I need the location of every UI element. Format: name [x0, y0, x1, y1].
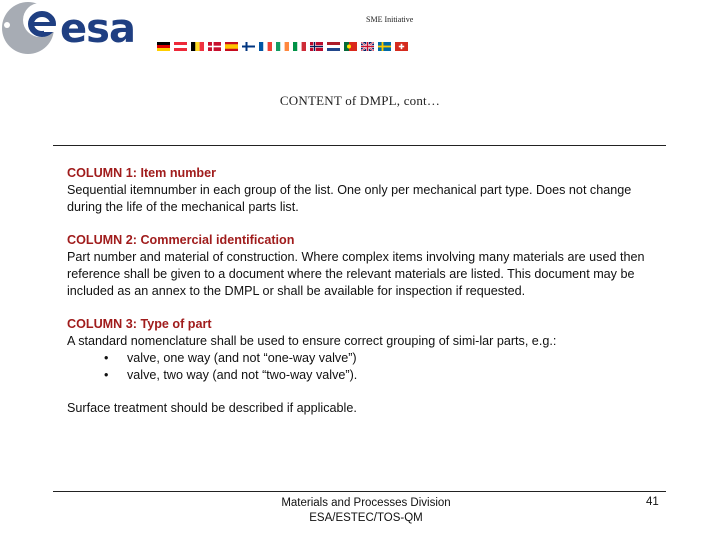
- flag-uk-icon: [361, 42, 374, 51]
- flag-belgium-icon: [191, 42, 204, 51]
- esa-logo: [0, 0, 160, 56]
- flag-sweden-icon: [378, 42, 391, 51]
- flag-strip: [157, 42, 408, 51]
- section-column-1: [67, 165, 659, 216]
- section-text: Part number and material of construction. Where complex items involving many materials are used then reference shall be given to a document where the relevant materials are listed. This document may be included as an annex to the DMPL or shall be available for inspection if requested.: [67, 250, 645, 298]
- section-heading: COLUMN 3: Type of part: [67, 317, 212, 331]
- bullet-item: [67, 350, 659, 367]
- initiative-label: SME Initiative: [366, 15, 414, 24]
- bottom-divider: [53, 491, 666, 492]
- section-column-2: [67, 232, 659, 300]
- flag-finland-icon: [242, 42, 255, 51]
- section-heading: COLUMN 2: Commercial identification: [67, 233, 295, 247]
- page-number: 41: [646, 496, 659, 508]
- section-column-3: [67, 316, 659, 384]
- flag-norway-icon: [310, 42, 323, 51]
- bullet-text: valve, two way (and not “two-way valve”).: [127, 368, 358, 382]
- bullet-item: [67, 367, 659, 384]
- section-text: A standard nomenclature shall be used to ensure correct grouping of simi-lar parts, e.g.:: [67, 334, 557, 348]
- flag-ireland-icon: [276, 42, 289, 51]
- footer-department: ESA/ESTEC/TOS-QM: [309, 512, 423, 524]
- top-divider: [53, 145, 666, 146]
- slide-body: [67, 165, 659, 433]
- section-heading: COLUMN 1: Item number: [67, 166, 217, 180]
- flag-germany-icon: [157, 42, 170, 51]
- flag-italy-icon: [293, 42, 306, 51]
- flag-switzerland-icon: [395, 42, 408, 51]
- bullet-list: [67, 350, 659, 384]
- esa-wordmark: esa: [60, 6, 135, 52]
- bullet-dot-icon: •: [104, 368, 109, 382]
- closing-note: Surface treatment should be described if applicable.: [67, 401, 357, 415]
- footer-division: Materials and Processes Division: [281, 497, 451, 509]
- flag-austria-icon: [174, 42, 187, 51]
- flag-denmark-icon: [208, 42, 221, 51]
- flag-france-icon: [259, 42, 272, 51]
- esa-logo-mark: [2, 2, 57, 54]
- bullet-text: valve, one way (and not “one-way valve”): [127, 351, 357, 365]
- flag-netherlands-icon: [327, 42, 340, 51]
- slide-title: CONTENT of DMPL, cont…: [279, 93, 441, 108]
- flag-portugal-icon: [344, 42, 357, 51]
- bullet-dot-icon: •: [104, 351, 109, 365]
- section-text: Sequential itemnumber in each group of the list. One only per mechanical part type. Does not change during the life of the mechanical parts list.: [67, 183, 632, 214]
- flag-spain-icon: [225, 42, 238, 51]
- footer: [0, 496, 720, 526]
